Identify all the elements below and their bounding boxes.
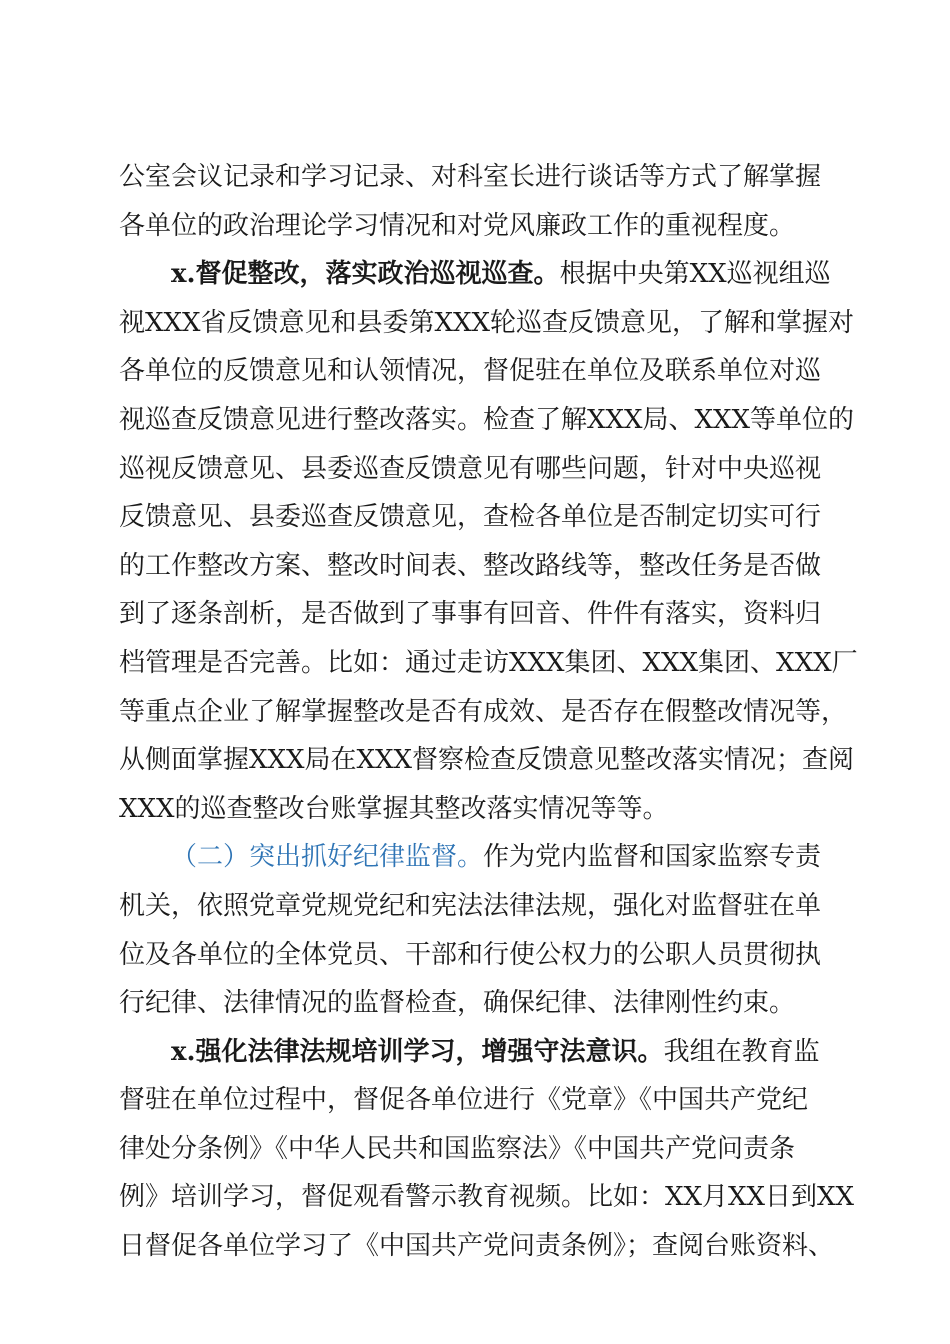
paragraph-law-training <box>119 1028 855 1271</box>
text-line: 律处分条例》《中华人民共和国监察法》《中国共产党问责条 <box>119 1133 796 1164</box>
text-line: 日督促各单位学习了《中国共产党问责条例》；查阅台账资料、 <box>119 1231 835 1262</box>
text-line: 视巡查反馈意见进行整改落实。检查了解XXX局、XXX等单位的 <box>119 404 855 435</box>
text-run: 作为党内监督和国家监察专责 <box>483 842 822 873</box>
text-line: 巡视反馈意见、县委巡查反馈意见有哪些问题，针对中央巡视 <box>119 453 822 484</box>
paragraph-discipline-supervision <box>119 833 841 1027</box>
text-line: 到了逐条剖析，是否做到了事事有回音、件件有落实，资料归 <box>119 599 822 630</box>
section-heading-law-training: x.强化法律法规培训学习，增强守法意识。 <box>171 1036 664 1067</box>
text-line: XXX的巡查整改台账掌握其整改落实情况等等。 <box>119 793 669 824</box>
text-line: 视XXX省反馈意见和县委第XXX轮巡查反馈意见，了解和掌握对 <box>119 307 855 338</box>
text-line <box>119 250 841 299</box>
text-run: 我组在教育监 <box>663 1036 820 1067</box>
text-line: 位及各单位的全体党员、干部和行使公权力的公职人员贯彻执 <box>119 939 822 970</box>
text-line: 公室会议记录和学习记录、对科室长进行谈话等方式了解掌握 <box>119 162 822 192</box>
text-line: 档管理是否完善。比如：通过走访XXX集团、XXX集团、XXX厂 <box>119 647 858 678</box>
text-line: 的工作整改方案、整改时间表、整改路线等，整改任务是否做 <box>119 550 822 581</box>
paragraph-rectification <box>119 250 858 833</box>
text-line <box>119 833 841 882</box>
text-line: 例》培训学习，督促观看警示教育视频。比如：XX月XX日到XX <box>119 1182 855 1213</box>
text-line: 等重点企业了解掌握整改是否有成效、是否存在假整改情况等， <box>119 696 848 727</box>
paragraph-study-records <box>119 153 841 250</box>
text-line: 各单位的反馈意见和认领情况，督促驻在单位及联系单位对巡 <box>119 356 822 387</box>
document-body <box>119 153 858 1271</box>
text-line <box>119 1028 841 1077</box>
text-line: 机关，依照党章党规党纪和宪法法律法规，强化对监督驻在单 <box>119 890 822 921</box>
section-heading-discipline: （二）突出抓好纪律监督。 <box>171 842 484 873</box>
text-line: 行纪律、法律情况的监督检查，确保纪律、法律刚性约束。 <box>119 988 796 1019</box>
text-line: 各单位的政治理论学习情况和对党风廉政工作的重视程度。 <box>119 210 796 241</box>
text-line: 反馈意见、县委巡查反馈意见，查检各单位是否制定切实可行 <box>119 502 822 533</box>
text-line: 督驻在单位过程中，督促各单位进行《党章》《中国共产党纪 <box>119 1085 809 1116</box>
section-heading-rectification: x.督促整改，落实政治巡视巡查。 <box>171 259 560 290</box>
text-line: 从侧面掌握XXX局在XXX督察检查反馈意见整改落实情况；查阅 <box>119 745 855 776</box>
text-run: 根据中央第XX巡视组巡 <box>559 259 831 290</box>
